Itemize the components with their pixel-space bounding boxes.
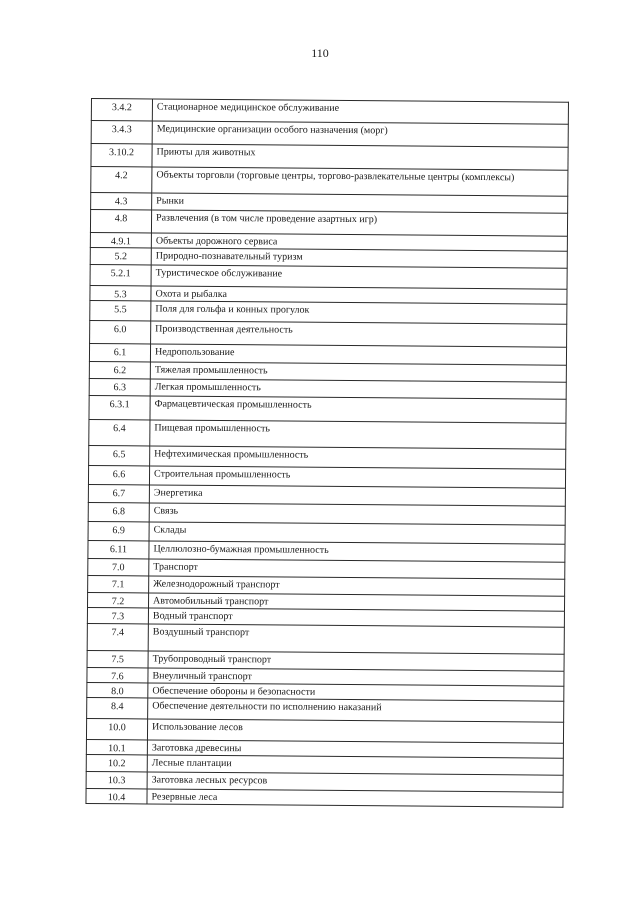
page-number: 110 — [311, 46, 329, 60]
row-name-cell: Производственная деятельность — [151, 321, 567, 347]
row-code-cell: 10.2 — [86, 754, 147, 771]
row-name-cell: Целлюлозно-бумажная промышленность — [149, 541, 565, 562]
row-name-cell: Резервные леса — [147, 789, 563, 807]
table-row — [87, 623, 564, 654]
row-code-cell: 4.9.1 — [90, 232, 151, 247]
table-body — [86, 99, 569, 808]
row-name-cell: Транспорт — [149, 559, 565, 579]
row-code-cell: 8.4 — [87, 697, 148, 718]
row-code-cell: 6.8 — [88, 502, 149, 521]
row-name-cell: Охота и рыбалка — [151, 286, 567, 304]
row-code-cell: 5.2.1 — [90, 264, 151, 285]
table-row — [86, 788, 563, 807]
row-code-cell: 7.3 — [87, 607, 148, 623]
row-code-cell: 4.3 — [91, 193, 152, 210]
row-code-cell: 6.3 — [89, 378, 150, 395]
row-code-cell: 10.1 — [86, 739, 147, 754]
row-name-cell: Объекты торговли (торговые центры, торгово-развлекательные центры (комплексы) — [152, 167, 568, 196]
row-name-cell: Поля для гольфа и конных прогулок — [151, 301, 567, 324]
row-code-cell: 6.9 — [88, 521, 149, 540]
row-name-cell: Стационарное медицинское обслуживание — [152, 99, 568, 124]
row-name-cell: Энергетика — [149, 485, 565, 506]
row-code-cell: 6.2 — [89, 361, 150, 378]
row-code-cell: 4.8 — [90, 210, 151, 233]
row-name-cell: Природно-познавательный туризм — [151, 248, 567, 268]
row-code-cell: 8.0 — [87, 682, 148, 697]
row-name-cell: Недропользование — [150, 344, 566, 365]
row-code-cell: 6.3.1 — [89, 395, 150, 419]
row-name-cell: Трубопроводный транспорт — [148, 651, 564, 671]
row-name-cell: Туристическое обслуживание — [151, 265, 567, 289]
row-code-cell: 6.0 — [90, 320, 151, 343]
row-name-cell: Рынки — [152, 193, 568, 213]
row-code-cell: 6.6 — [88, 465, 149, 484]
row-code-cell: 6.1 — [89, 343, 150, 361]
row-name-cell: Тяжелая промышленность — [150, 362, 566, 382]
row-code-cell: 6.7 — [88, 484, 149, 502]
row-code-cell: 5.5 — [90, 300, 151, 320]
row-name-cell: Заготовка древесины — [147, 740, 563, 758]
row-code-cell: 5.3 — [90, 285, 151, 300]
row-code-cell: 3.4.2 — [91, 99, 152, 121]
row-name-cell: Внеуличный транспорт — [148, 668, 564, 686]
table-row — [89, 419, 566, 449]
row-name-cell: Пищевая промышленность — [150, 420, 566, 449]
row-code-cell: 7.5 — [87, 650, 148, 667]
row-name-cell: Лесные плантации — [147, 755, 563, 775]
row-code-cell: 7.1 — [88, 575, 149, 592]
row-code-cell: 6.5 — [89, 445, 150, 465]
row-code-cell: 5.2 — [90, 247, 151, 264]
row-name-cell: Развлечения (в том числе проведение азартных игр) — [151, 210, 567, 236]
row-name-cell: Автомобильный транспорт — [148, 593, 564, 611]
row-code-cell: 10.3 — [86, 771, 147, 788]
row-name-cell: Склады — [149, 522, 565, 544]
row-name-cell: Железнодорожный транспорт — [149, 576, 565, 596]
row-code-cell: 3.4.3 — [91, 121, 152, 144]
row-name-cell: Фармацевтическая промышленность — [150, 396, 566, 423]
row-name-cell: Медицинские организации особого назначения (морг) — [152, 121, 568, 147]
row-name-cell: Воздушный транспорт — [148, 624, 564, 654]
row-name-cell: Использование лесов — [147, 719, 563, 743]
row-code-cell: 10.0 — [86, 718, 147, 739]
row-code-cell: 6.11 — [88, 540, 149, 558]
row-name-cell: Заготовка лесных ресурсов — [147, 772, 563, 792]
row-code-cell: 6.4 — [89, 419, 150, 445]
row-name-cell: Нефтехимическая промышленность — [150, 446, 566, 469]
row-code-cell: 4.2 — [91, 167, 152, 193]
row-code-cell: 7.0 — [88, 558, 149, 575]
row-code-cell: 3.10.2 — [91, 144, 152, 167]
land-use-table — [85, 98, 569, 808]
row-name-cell: Строительная промышленность — [149, 466, 565, 488]
row-code-cell: 7.2 — [87, 592, 148, 607]
row-name-cell: Связь — [149, 503, 565, 525]
row-code-cell: 7.6 — [87, 667, 148, 682]
row-name-cell: Обеспечение деятельности по исполнению наказаний — [148, 698, 564, 722]
row-name-cell: Приюты для животных — [152, 144, 568, 170]
table-row — [91, 167, 568, 197]
row-code-cell: 7.4 — [87, 623, 148, 650]
row-name-cell: Обеспечение обороны и безопасности — [148, 683, 564, 701]
row-name-cell: Водный транспорт — [148, 608, 564, 627]
row-name-cell: Легкая промышленность — [150, 379, 566, 399]
row-code-cell: 10.4 — [86, 788, 147, 803]
row-name-cell: Объекты дорожного сервиса — [151, 233, 567, 251]
